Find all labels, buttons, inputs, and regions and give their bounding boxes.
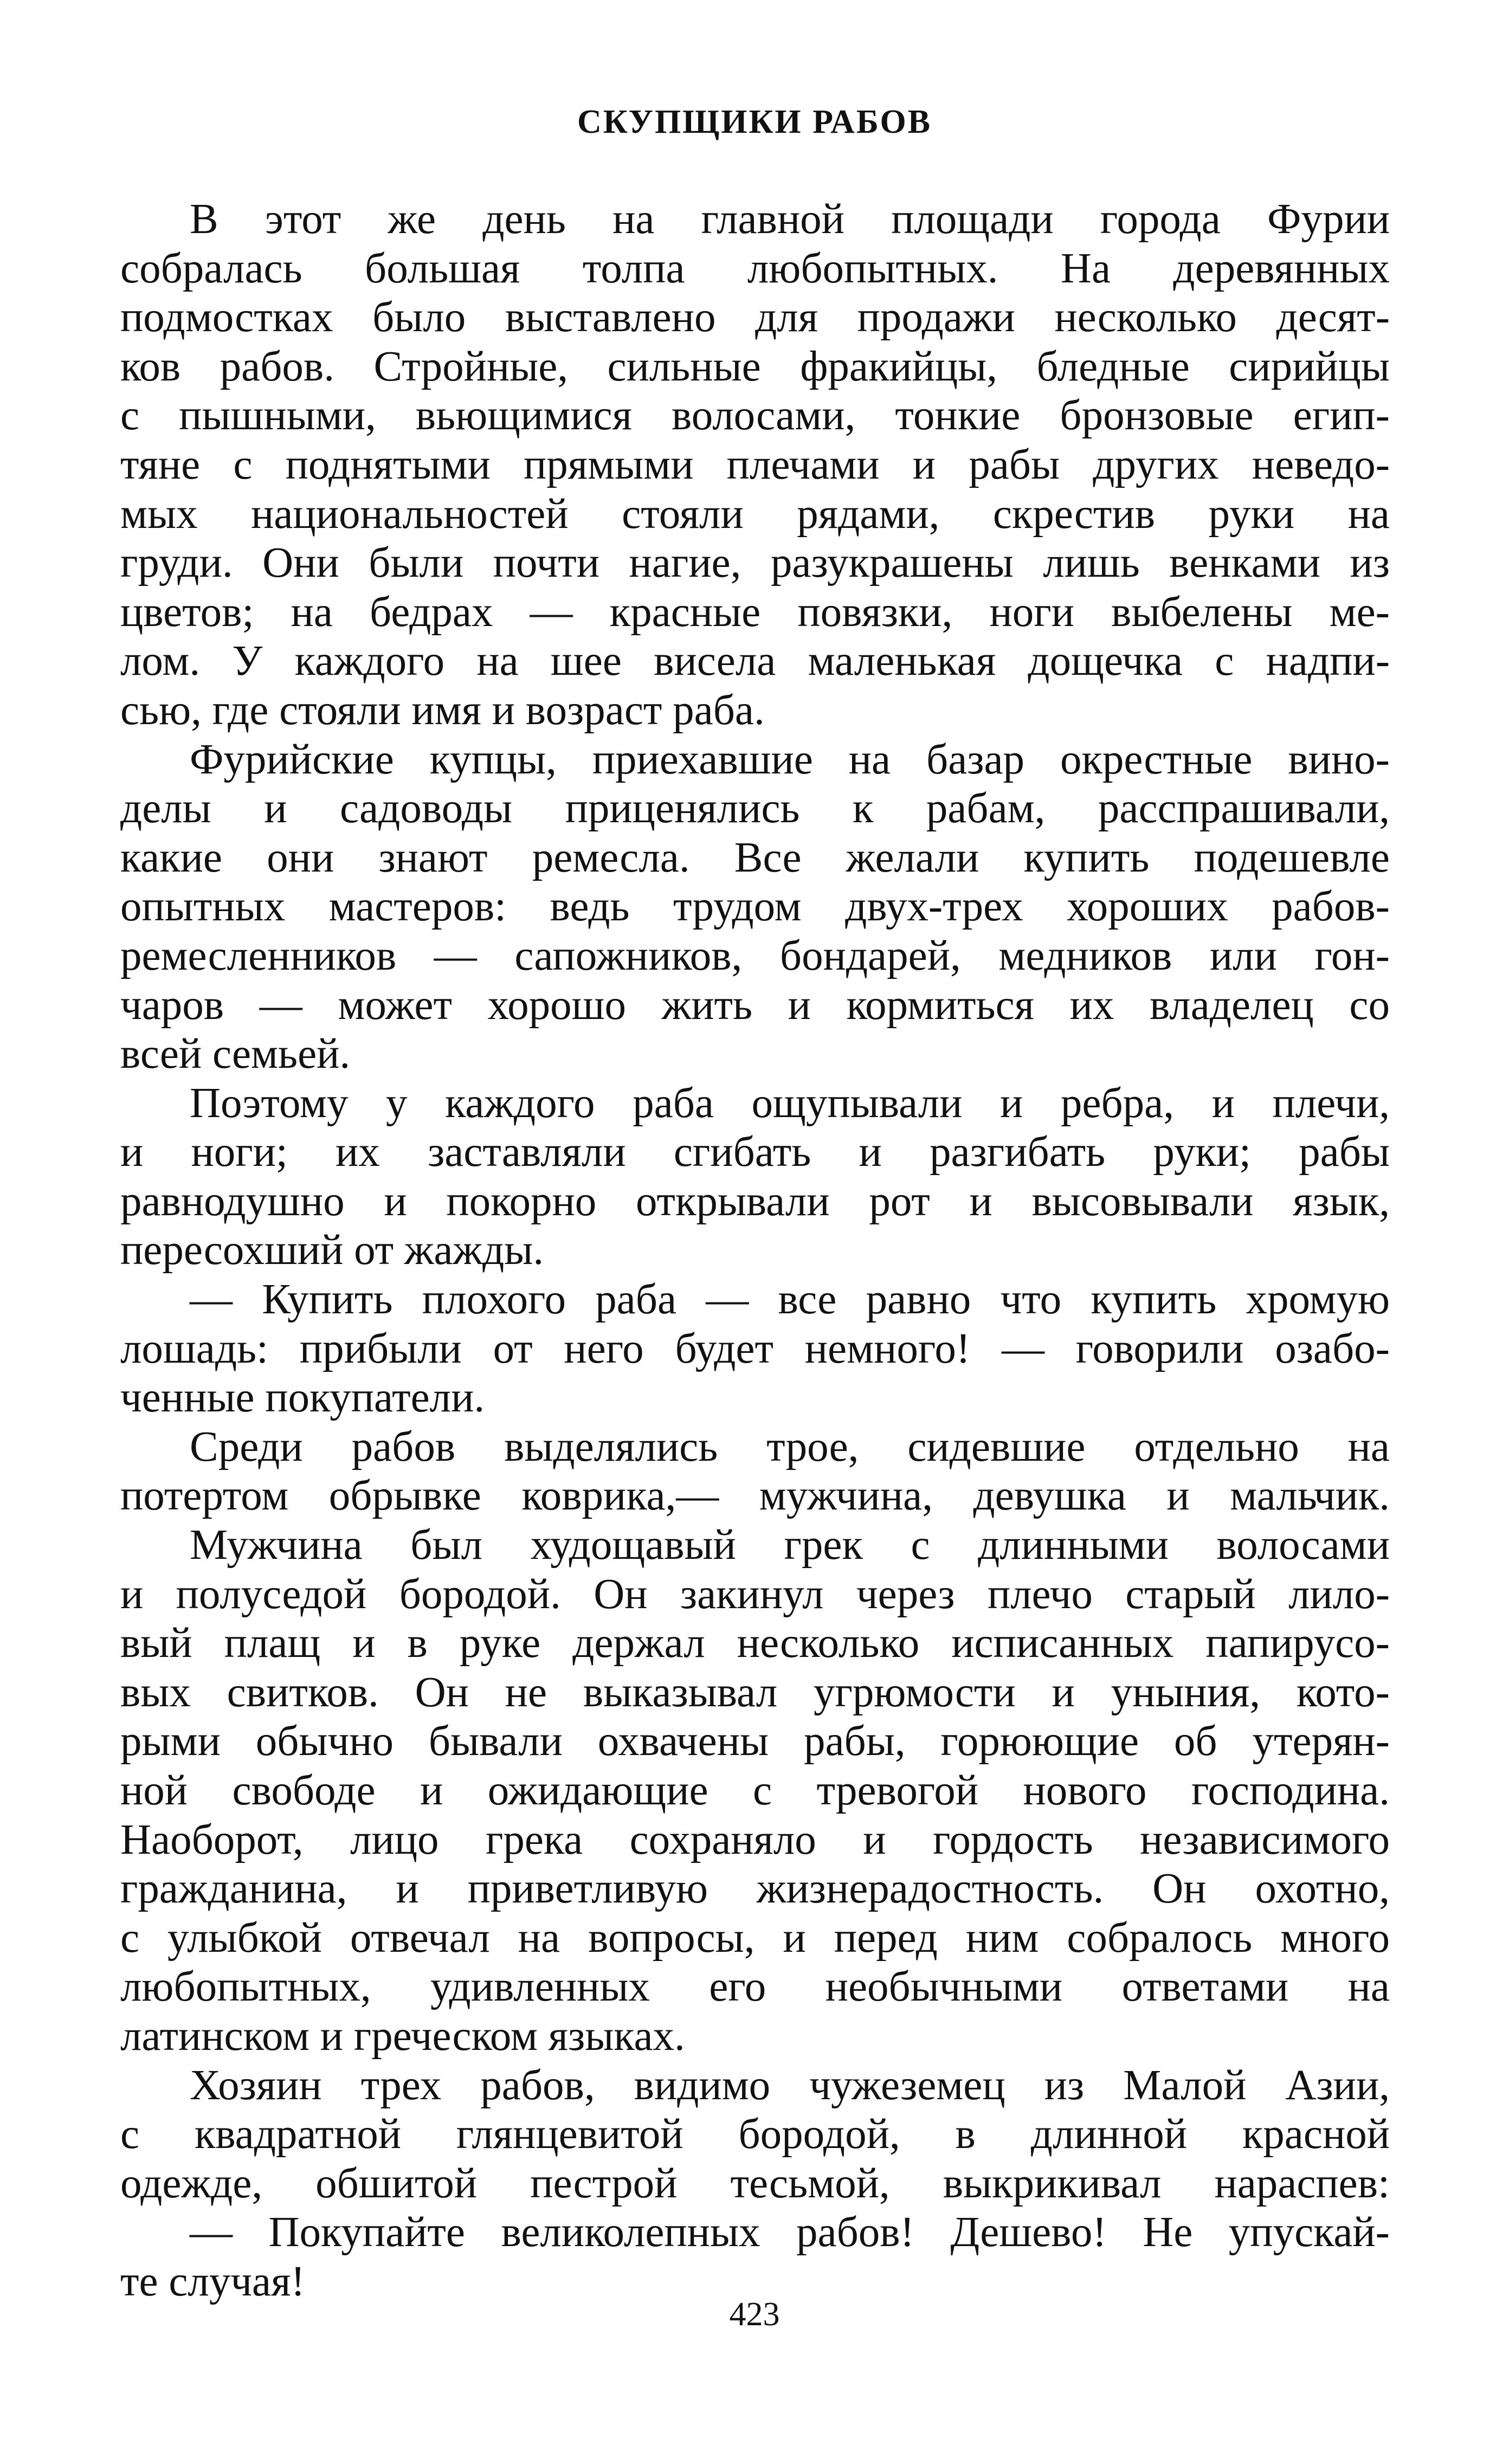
text-line: В этот же день на главной площади города Фурии — [190, 196, 1390, 243]
paragraph — [120, 1275, 1390, 1423]
text-line: с пышными, вьющимися волосами, тонкие бронзовые егип- — [120, 392, 1390, 440]
text-line: и полуседой бородой. Он закинул через плечо старый лило- — [120, 1570, 1390, 1618]
text-line: рыми обычно бывали охвачены рабы, горюющие об утерян- — [120, 1718, 1390, 1765]
text-line: любопытных, удивленных его необычными ответами на — [120, 1963, 1390, 2011]
text-line: всей семьей. — [120, 1030, 351, 1078]
text-line: чаров — может хорошо жить и кормиться их владелец со — [120, 981, 1390, 1029]
text-line: с квадратной глянцевитой бородой, в длинной красной — [120, 2111, 1390, 2158]
text-line: цветов; на бедрах — красные повязки, ноги выбелены ме- — [120, 588, 1390, 636]
paragraph — [120, 736, 1390, 1079]
text-line: латинском и греческом языках. — [120, 2012, 685, 2060]
text-line: — Покупайте великолепных рабов! Дешево! Не упускай- — [190, 2209, 1390, 2256]
text-line: Хозяин трех рабов, видимо чужеземец из Малой Азии, — [190, 2061, 1390, 2109]
paragraph — [120, 2061, 1390, 2209]
page-number: 423 — [729, 2296, 780, 2333]
text-line: ремесленников — сапожников, бондарей, медников или гон- — [120, 932, 1390, 979]
text-line: тяне с поднятыми прямыми плечами и рабы других неведо- — [120, 441, 1390, 488]
text-line: Фурийские купцы, приехавшие на базар окрестные вино- — [190, 736, 1390, 783]
text-line: и ноги; их заставляли сгибать и разгибать руки; рабы — [120, 1128, 1390, 1176]
text-line: делы и садоводы приценялись к рабам, расспрашивали, — [120, 785, 1390, 833]
text-line: Наоборот, лицо грека сохраняло и гордость независимого — [120, 1816, 1390, 1863]
chapter-title: СКУПЩИКИ РАБОВ — [577, 104, 932, 140]
text-line: равнодушно и покорно открывали рот и высовывали язык, — [120, 1177, 1390, 1225]
text-line: собралась большая толпа любопытных. На деревянных — [120, 244, 1390, 292]
text-line: гражданина, и приветливую жизнерадостность. Он охотно, — [120, 1865, 1390, 1913]
text-line: Поэтому у каждого раба ощупывали и ребра, и плечи, — [190, 1079, 1390, 1127]
text-line: ченные покупатели. — [120, 1374, 485, 1422]
paragraph — [120, 195, 1390, 736]
paragraph — [120, 1079, 1390, 1275]
body-text — [120, 195, 1390, 2307]
text-line: лом. У каждого на шее висела маленькая дощечка с надпи- — [120, 637, 1390, 685]
text-line: ков рабов. Стройные, сильные фракийцы, бледные сирийцы — [120, 343, 1390, 390]
text-line: Среди рабов выделялись трое, сидевшие отдельно на — [190, 1423, 1390, 1470]
text-line: вый плащ и в руке держал несколько исписанных папирусо- — [120, 1620, 1390, 1667]
text-line: — Купить плохого раба — все равно что купить хромую — [190, 1276, 1390, 1324]
text-line: ной свободе и ожидающие с тревогой нового господина. — [120, 1767, 1390, 1814]
text-line: Мужчина был худощавый грек с длинными волосами — [190, 1521, 1390, 1569]
text-line: вых свитков. Он не выказывал угрюмости и уныния, кото- — [120, 1668, 1390, 1716]
text-line: потертом обрывке коврика,— мужчина, девушка и мальчик. — [120, 1472, 1390, 1520]
text-line: одежде, обшитой пестрой тесьмой, выкрикивал нараспев: — [120, 2159, 1390, 2207]
text-line: опытных мастеров: ведь трудом двух-трех хороших рабов- — [120, 883, 1390, 931]
text-line: мых национальностей стояли рядами, скрестив руки на — [120, 490, 1390, 538]
paragraph — [120, 1521, 1390, 2061]
text-line: груди. Они были почти нагие, разукрашены лишь венками из — [120, 539, 1390, 587]
paragraph — [120, 2208, 1390, 2306]
text-line: подмостках было выставлено для продажи несколько десят- — [120, 294, 1390, 341]
text-line: сью, где стояли имя и возраст раба. — [120, 686, 765, 734]
text-line: пересохший от жажды. — [120, 1227, 544, 1274]
text-line: те случая! — [120, 2257, 305, 2305]
text-line: лошадь: прибыли от него будет немного! — говорили озабо- — [120, 1325, 1390, 1372]
text-line: какие они знают ремесла. Все желали купить подешевле — [120, 834, 1390, 881]
text-line: с улыбкой отвечал на вопросы, и перед ним собралось много — [120, 1914, 1390, 1962]
paragraph — [120, 1423, 1390, 1521]
